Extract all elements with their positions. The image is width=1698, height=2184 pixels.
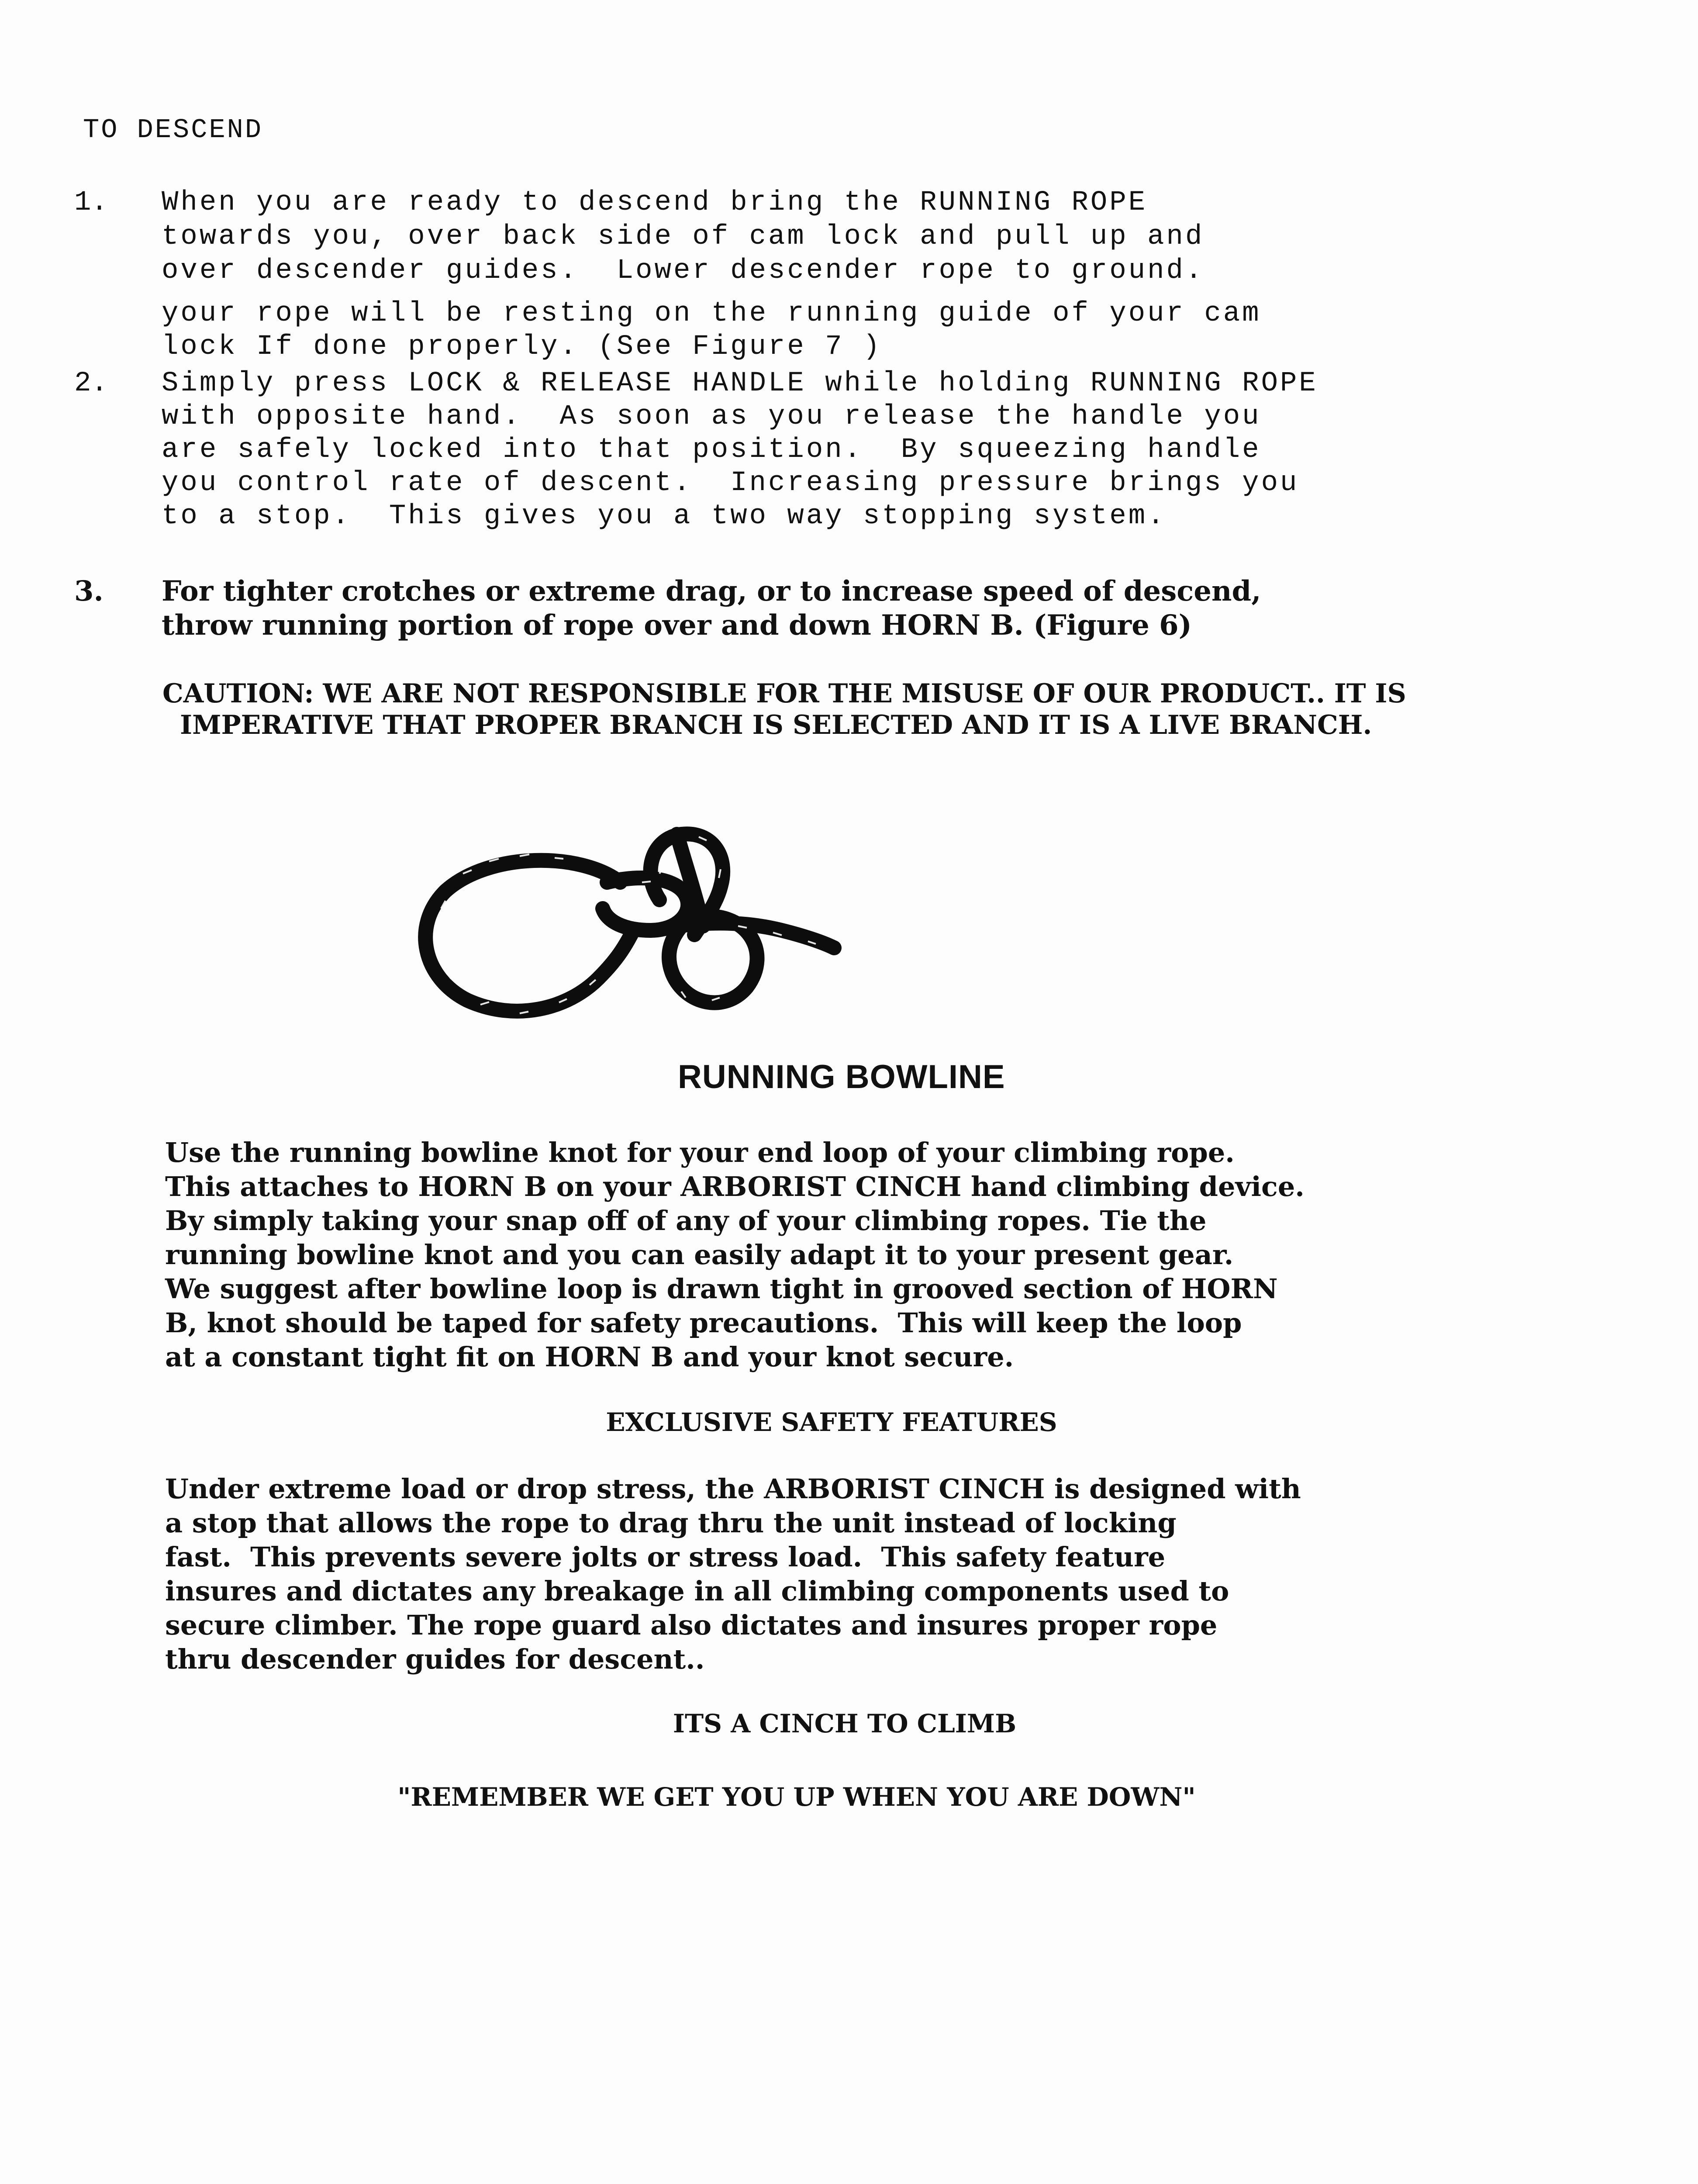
paragraph-line: insures and dictates any breakage in all climbing components used to [165, 1575, 1229, 1607]
step-3 [74, 575, 1428, 653]
step-number: 1. [74, 187, 108, 218]
caution-line: IMPERATIVE THAT PROPER BRANCH IS SELECTED AND IT IS A LIVE BRANCH. [180, 710, 1372, 740]
paragraph-line: a stop that allows the rope to drag thru the unit instead of locking [165, 1507, 1177, 1539]
step-line: over descender guides. Lower descender rope to ground. [162, 255, 1204, 287]
motto: "REMEMBER WE GET YOU UP WHEN YOU ARE DOWN" [397, 1782, 1196, 1812]
paragraph-line: This attaches to HORN B on your ARBORIST CINCH hand climbing device. [165, 1171, 1305, 1203]
paragraph-line: thru descender guides for descent.. [165, 1643, 705, 1675]
paragraph-line: Use the running bowline knot for your end loop of your climbing rope. [165, 1137, 1235, 1168]
slogan: ITS A CINCH TO CLIMB [673, 1709, 1017, 1738]
paragraph-line: running bowline knot and you can easily adapt it to your present gear. [165, 1239, 1234, 1271]
step-line: throw running portion of rope over and down HORN B. (Figure 6) [162, 609, 1192, 642]
paragraph-line: B, knot should be taped for safety precautions. This will keep the loop [165, 1307, 1242, 1339]
step-line: are safely locked into that position. By squeezing handle [162, 434, 1261, 466]
section-heading: TO DESCEND [83, 114, 263, 145]
step-2 [74, 368, 1428, 543]
paragraph-line: Under extreme load or drop stress, the ARBORIST CINCH is designed with [165, 1473, 1301, 1505]
paragraph-line: We suggest after bowline loop is drawn tight in grooved section of HORN [165, 1273, 1278, 1305]
step-line: lock If done properly. (See Figure 7 ) [162, 331, 882, 363]
paragraph-line: at a constant tight fit on HORN B and your knot secure. [165, 1341, 1014, 1373]
step-line: towards you, over back side of cam lock and pull up and [162, 221, 1204, 252]
step-line: For tighter crotches or extreme drag, or to increase speed of descend, [162, 575, 1261, 608]
step-line: Simply press LOCK & RELEASE HANDLE while holding RUNNING ROPE [162, 368, 1318, 399]
safety-heading: EXCLUSIVE SAFETY FEATURES [606, 1407, 1057, 1437]
step-line: with opposite hand. As soon as you release the handle you [162, 401, 1261, 432]
step-line: your rope will be resting on the running guide of your cam [162, 298, 1261, 329]
running-bowline-knot-illustration [415, 821, 865, 1066]
paragraph-line: secure climber. The rope guard also dictates and insures proper rope [165, 1609, 1218, 1641]
caution-line: CAUTION: WE ARE NOT RESPONSIBLE FOR THE MISUSE OF OUR PRODUCT.. IT IS [162, 678, 1406, 709]
paragraph-line: fast. This prevents severe jolts or stress load. This safety feature [165, 1541, 1166, 1573]
step-number: 2. [74, 368, 108, 399]
step-number: 3. [74, 575, 104, 608]
paragraph-line: By simply taking your snap off of any of your climbing ropes. Tie the [165, 1205, 1207, 1237]
figure-caption: RUNNING BOWLINE [678, 1058, 1005, 1095]
step-line: you control rate of descent. Increasing pressure brings you [162, 467, 1299, 499]
step-line: When you are ready to descend bring the RUNNING ROPE [162, 187, 1148, 218]
step-line: to a stop. This gives you a two way stopping system. [162, 501, 1167, 532]
step-1 [74, 187, 1428, 370]
